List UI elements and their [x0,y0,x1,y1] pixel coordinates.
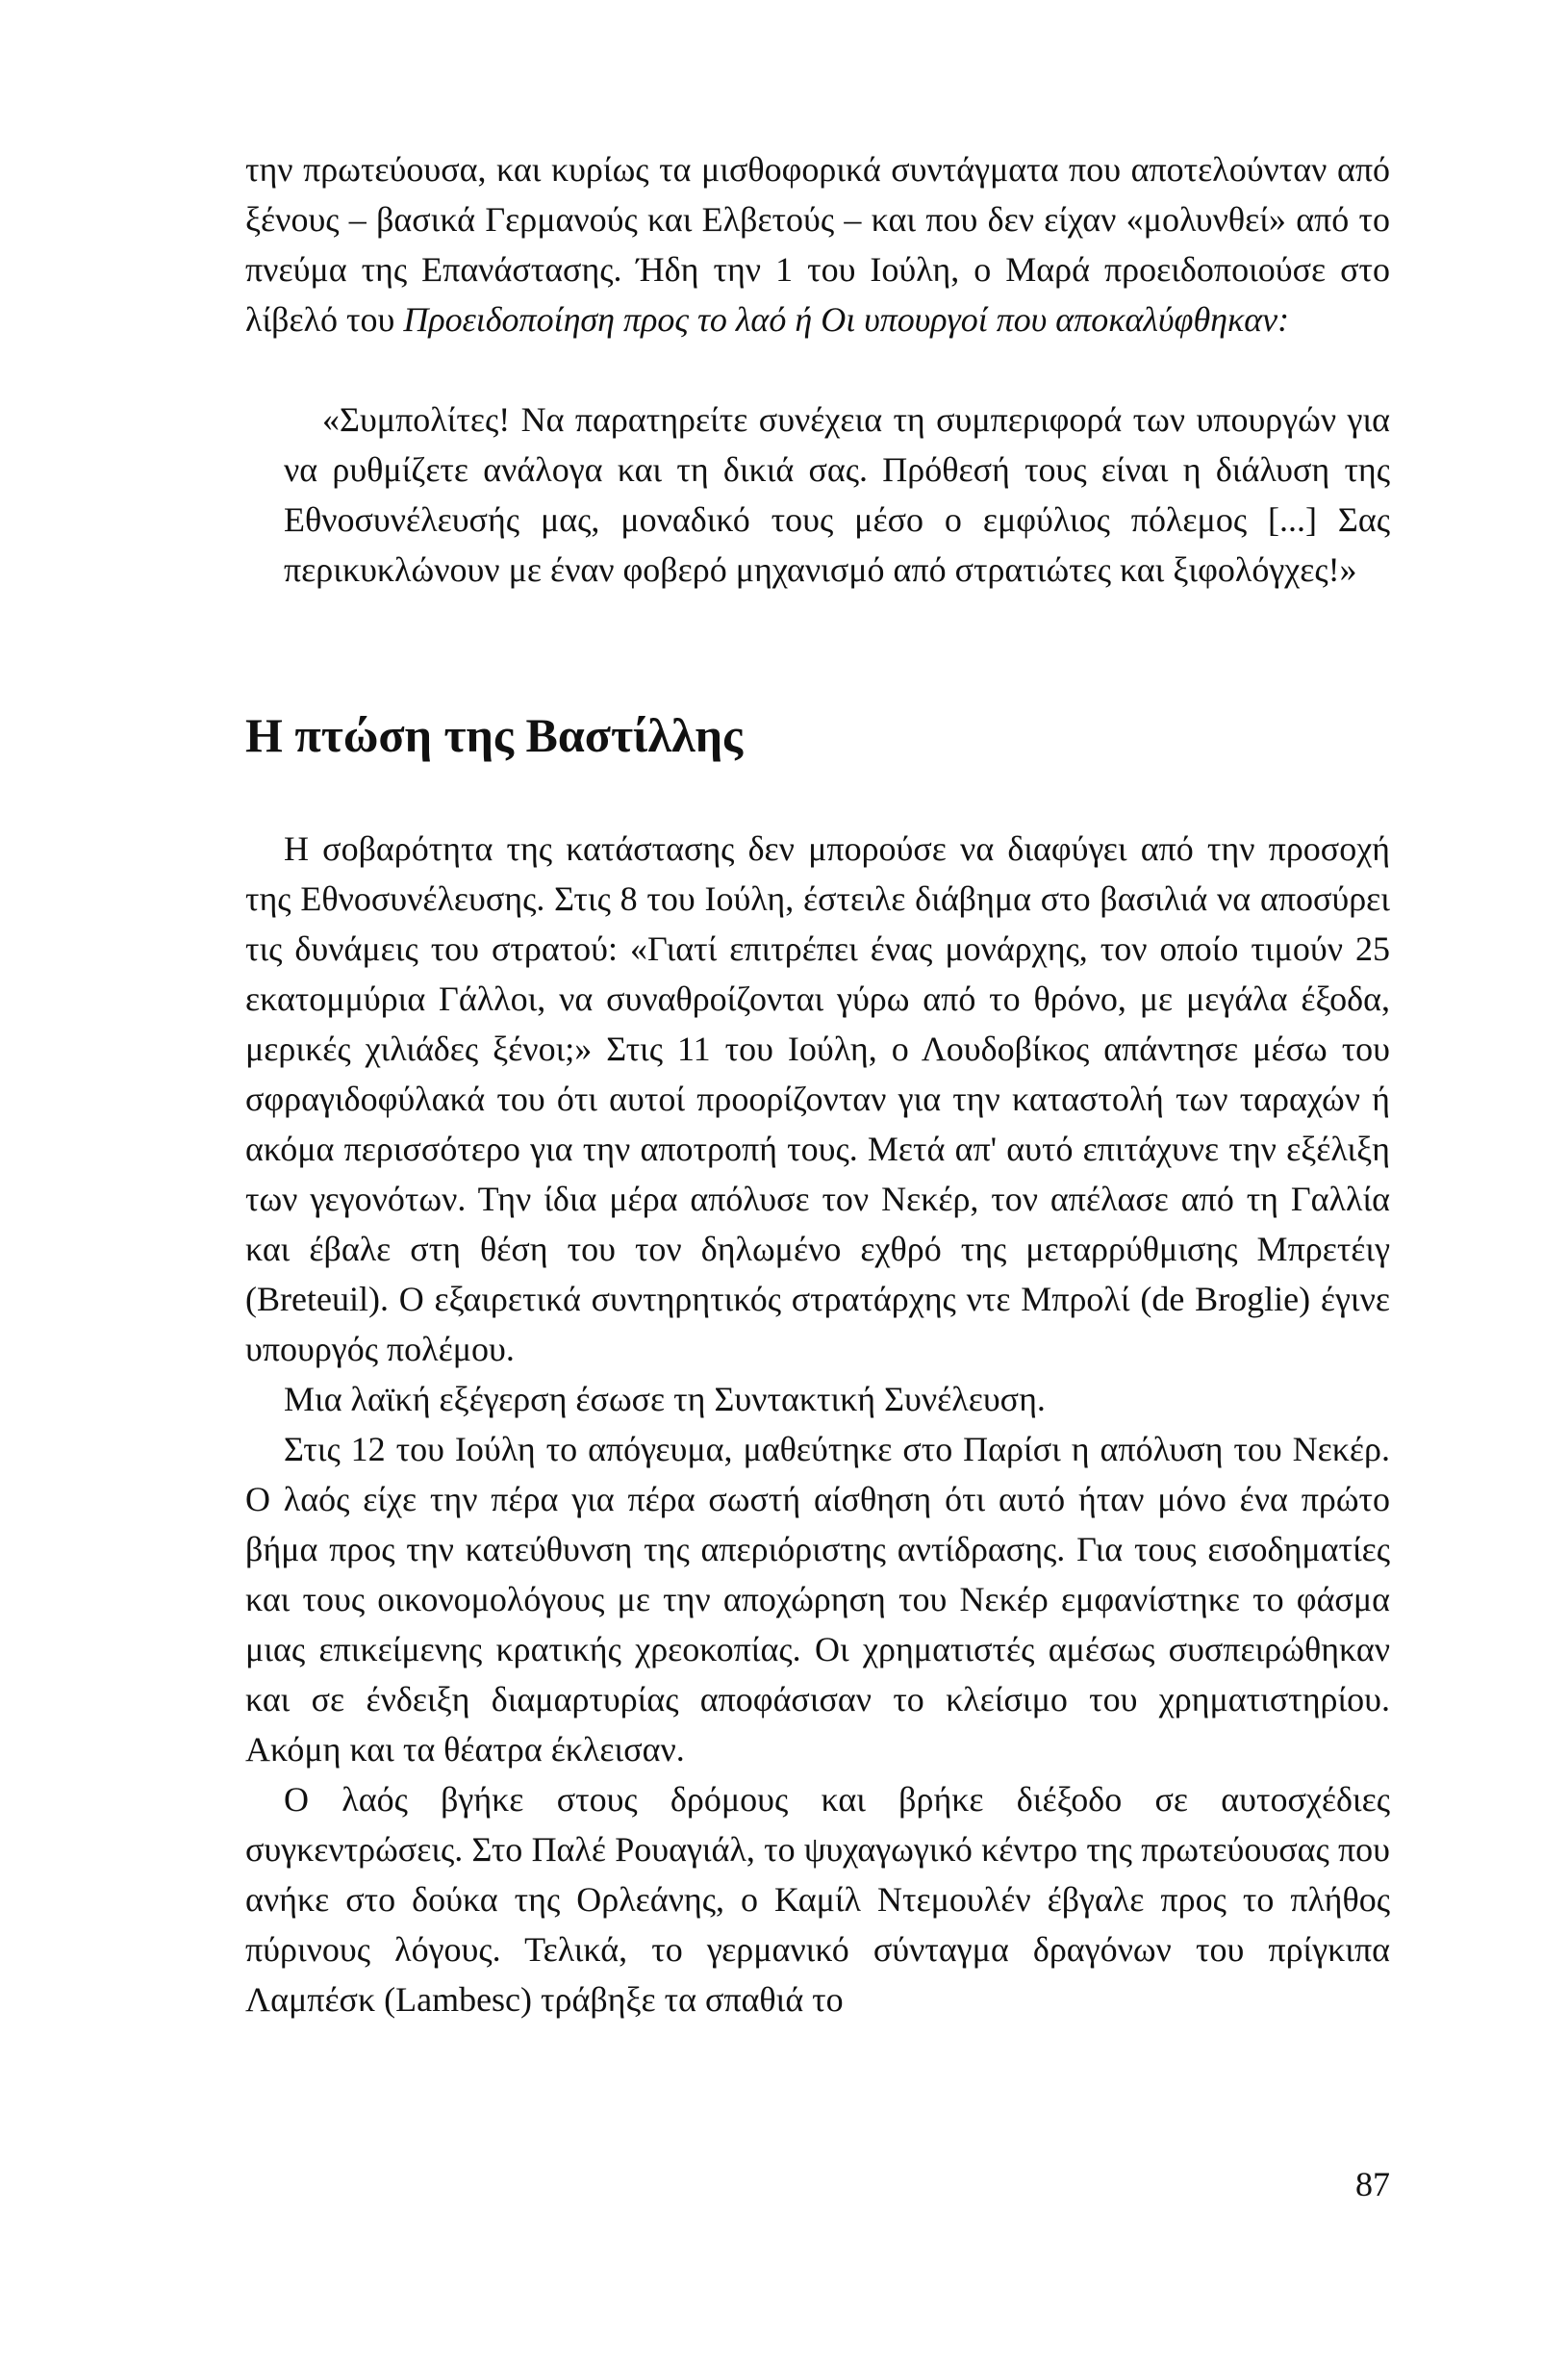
book-page [245,144,1390,2024]
body-paragraph-3: Στις 12 του Ιούλη το απόγευμα, μαθεύτηκε στο Παρίσι η απόλυση του Νεκέρ. Ο λαός είχε την πέρα για πέρα σωστή αίσθηση ότι αυτό ήταν μόνο ένα πρώτο βήμα προς την κατεύθυνση της απεριόριστης αντίδρασης. Για τους εισοδηματίες και τους οικονομολόγους με την αποχώρηση του Νεκέρ εμφανίστηκε το φάσμα μιας επικείμενης κρατικής χρεοκοπίας. Οι χρηματιστές αμέσως συσπειρώθηκαν και σε ένδειξη διαμαρτυρίας αποφάσισαν το κλείσιμο του χρηματιστηρίου. Ακόμη και τα θέατρα έκλεισαν. [245,1430,1390,1769]
block-quote: «Συμπολίτες! Να παρατηρείτε συνέχεια τη συμπεριφορά των υπουργών για να ρυθμίζετε ανάλογα και τη δικιά σας. Πρόθεσή τους είναι η διάλυση της Εθνοσυνέλευσής μας, μοναδικό τους μέσο ο εμφύλιος πόλεμος [...] Σας περικυκλώνουν με έναν φοβερό μηχανισμό από στρατιώτες και ξιφολόγχες!» [284,400,1390,589]
section-heading: Η πτώση της Βαστίλλης [245,708,744,762]
pamphlet-title: Προειδοποίηση προς το λαό ή Οι υπουργοί που αποκαλύφθηκαν: [403,300,1290,339]
opening-paragraph [245,144,1390,344]
opening-text: την πρωτεύουσα, και κυρίως τα μισθοφορικά συντάγματα που αποτελούνταν από ξένους – βασικά Γερμανούς και Ελβετούς – και που δεν είχαν «μολυνθεί» από το πνεύμα της Επανάστασης. Ήδη την 1 του Ιούλη, ο Μαρά προειδοποιούσε στο λίβελό του [245,150,1390,339]
body-paragraph-2: Μια λαϊκή εξέγερση έσωσε τη Συντακτική Συνέλευση. [284,1380,1046,1418]
body-paragraph-1: Η σοβαρότητα της κατάστασης δεν μπορούσε να διαφύγει από την προσοχή της Εθνοσυνέλευσης. Στις 8 του Ιούλη, έστειλε διάβημα στο βασιλιά να αποσύρει τις δυνάμεις του στρατού: «Γιατί επιτρέπει ένας μονάρχης, τον οποίο τιμούν 25 εκατομμύρια Γάλλοι, να συναθροίζονται γύρω από το θρόνο, με μεγάλα έξοδα, μερικές χιλιάδες ξένοι;» Στις 11 του Ιούλη, ο Λουδοβίκος απάντησε μέσω του σφραγιδοφύλακά του ότι αυτοί προορίζονταν για την καταστολή των ταραχών ή ακόμα περισσότερο για την αποτροπή τους. Μετά απ' αυτό επιτάχυνε την εξέλιξη των γεγονότων. Την ίδια μέρα απόλυσε τον Νεκέρ, τον απέλασε από τη Γαλλία και έβαλε στη θέση του τον δηλωμένο εχθρό της μεταρρύθμισης Μπρετέιγ (Breteuil). Ο εξαιρετικά συντηρητικός στρατάρχης ντε Μπρολί (de Broglie) έγινε υπουργός πολέμου. [245,829,1390,1368]
page-number: 87 [1355,2165,1390,2203]
body-paragraph-4: Ο λαός βγήκε στους δρόμους και βρήκε διέξοδο σε αυτοσχέδιες συγκεντρώσεις. Στο Παλέ Ρουαγιάλ, το ψυχαγωγικό κέντρο της πρωτεύουσας που ανήκε στο δούκα της Ορλεάνης, ο Καμίλ Ντεμουλέν έβγαλε προς το πλήθος πύρινους λόγους. Τελικά, το γερμανικό σύνταγμα δραγόνων του πρίγκιπα Λαμπέσκ (Lambesc) τράβηξε τα σπαθιά το [245,1780,1390,2019]
